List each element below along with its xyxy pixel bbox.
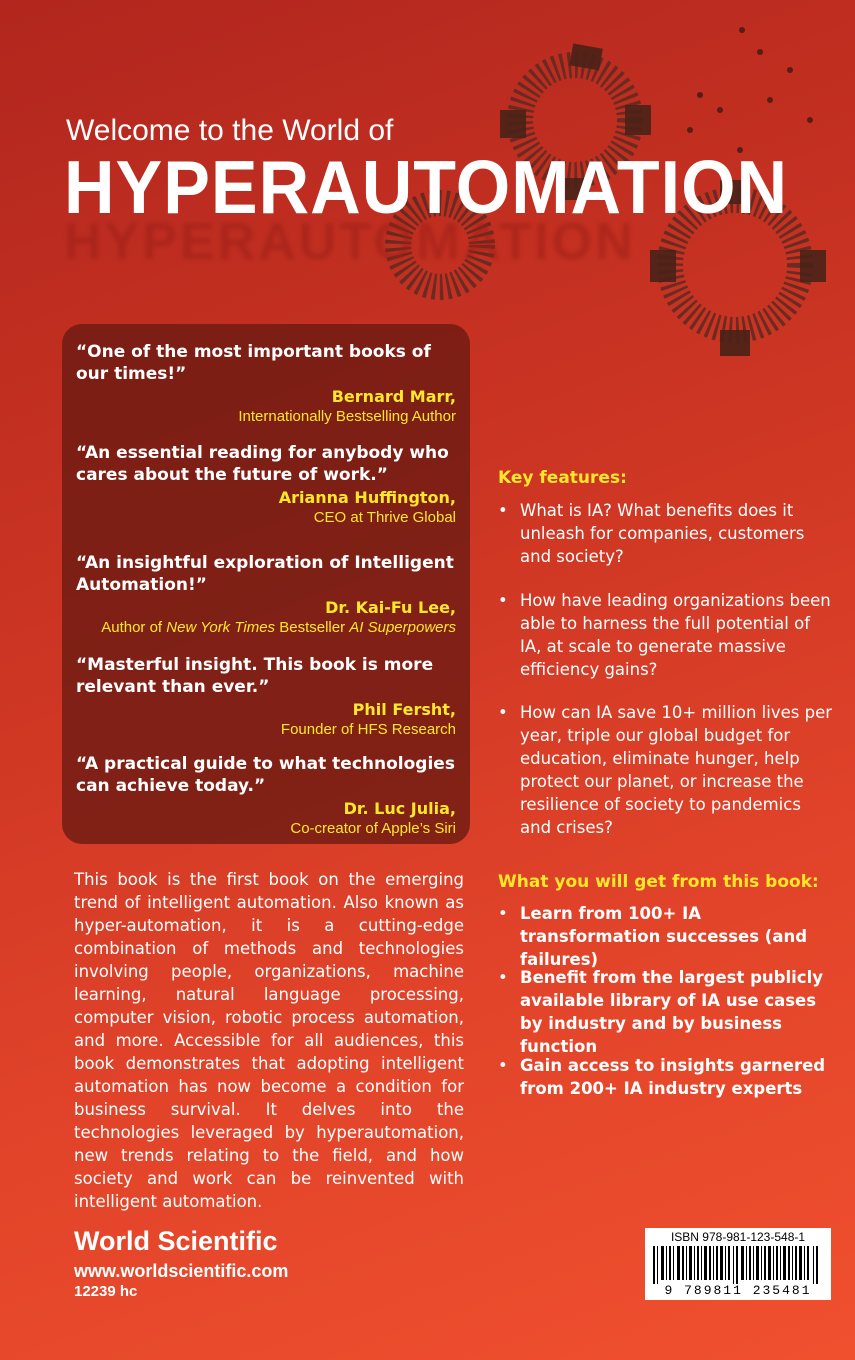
bullet-icon: • [498,591,508,610]
benefits-heading: What you will get from this book: [498,872,819,892]
list-item: • What is IA? What benefits does it unleash for companies, customers and society? [498,501,805,566]
key-features-heading: Key features: [498,468,627,488]
list-item: • Learn from 100+ IA transformation successes (and failures) [498,904,808,969]
title-prefix: Welcome to the World of [66,114,394,147]
quote-item [76,552,456,637]
quote-text: “An essential reading for anybody who cares about the future of work.” [76,443,449,485]
quote-item [76,341,456,426]
barcode-digits: 9 789811 235481 [664,1283,812,1298]
list-item: • Benefit from the largest publicly available library of IA use cases by industry and by business function [498,968,823,1056]
quote-text: “An insightful exploration of Intelligent Automation!” [76,553,454,595]
quote-item [76,753,456,838]
title-reflection: HYPERAUTOMATION [64,213,636,271]
bullet-icon: • [498,501,508,520]
product-code: 12239 hc [74,1283,138,1300]
isbn-label: ISBN 978-981-123-548-1 [670,1230,806,1244]
quote-author: Phil Fersht, [352,700,456,719]
quote-author: Dr. Kai-Fu Lee, [325,598,456,617]
book-title: HYPERAUTOMATION [64,145,789,230]
bullet-icon: • [498,904,508,923]
publisher-url: www.worldscientific.com [74,1261,289,1281]
quote-item [76,654,456,739]
quote-author: Arianna Huffington, [278,488,456,507]
bullet-icon: • [498,703,508,722]
publisher-name: World Scientific [74,1226,278,1256]
quote-role: Internationally Bestselling Author [238,408,456,425]
isbn-barcode [645,1228,831,1300]
quote-role: Founder of HFS Research [280,721,456,738]
list-item: • How can IA save 10+ million lives per year, triple our global budget for education, eliminate hunger, help protect our planet, or increase the resilience of society to pandemics and crises? [498,703,833,837]
barcode-bars [653,1246,823,1284]
quote-text: “Masterful insight. This book is more relevant than ever.” [76,655,434,697]
quote-role: CEO at Thrive Global [313,509,456,526]
quote-author: Dr. Luc Julia, [343,799,456,818]
list-item: • Gain access to insights garnered from 200+ IA industry experts [498,1056,826,1098]
quote-text: “A practical guide to what technologies can achieve today.” [76,754,455,796]
quote-role: Author of New York Times Bestseller AI Superpowers [101,619,456,636]
quote-item [76,442,456,527]
book-description: This book is the first book on the emerging trend of intelligent automation. Also known as hyper-automation, it is a cutting-edge combination of methods and technologies involving people, organizations, machine learning, natural language processing, computer vision, robotic process automation, and more. Accessible for all audiences, this book demonstrates that adopting intelligent automation has now become a condition for business survival. It delves into the technologies leveraged by hyperautomation, new trends relating to the field, and how society and work can be reinvented with intelligent automation. [74,870,464,1211]
list-item: • How have leading organizations been able to harness the full potential of IA, at scale to generate massive efficiency gains? [498,591,831,679]
quote-author: Bernard Marr, [331,387,456,406]
quote-role: Co-creator of Apple’s Siri [290,820,456,837]
quote-text: “One of the most important books of our times!” [76,342,431,384]
bullet-icon: • [498,1056,508,1075]
bullet-icon: • [498,968,508,987]
